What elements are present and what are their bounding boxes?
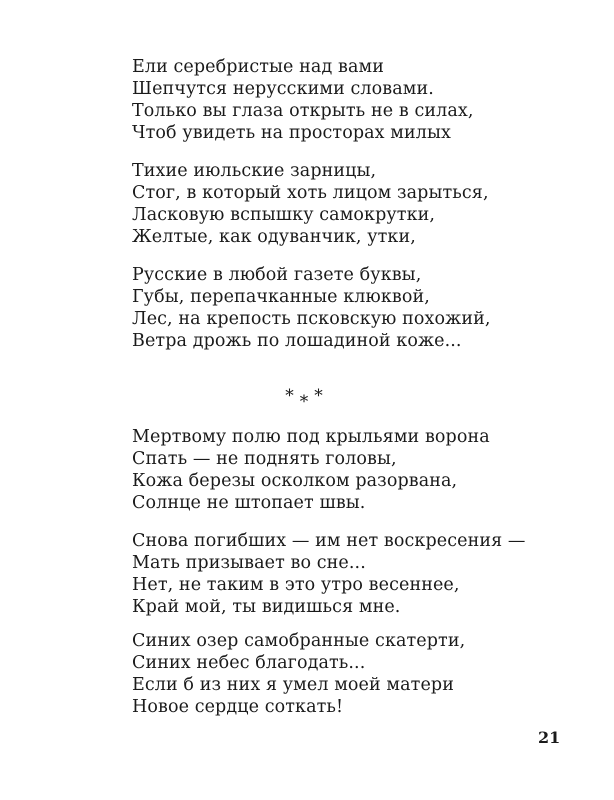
poem-line: Край мой, ты видишься мне. bbox=[132, 597, 401, 617]
poem-line: Тихие июльские зарницы, bbox=[132, 161, 377, 181]
poem-line: Мертвому полю под крыльями ворона bbox=[132, 427, 490, 447]
asterisk-left: * bbox=[285, 386, 300, 406]
poem-line: Губы, перепачканные клюквой, bbox=[132, 287, 430, 307]
stanza-6 bbox=[132, 630, 552, 718]
poem-line: Новое сердце соткать! bbox=[132, 697, 344, 717]
poem-line: Ветра дрожь по лошадиной коже... bbox=[132, 331, 462, 351]
poem-line: Шепчутся нерусскими словами. bbox=[132, 79, 434, 99]
stanza-3 bbox=[132, 264, 552, 352]
poem-line: Если б из них я умел моей матери bbox=[132, 675, 454, 695]
asterisk-right: * bbox=[314, 386, 329, 406]
stanza-5 bbox=[132, 530, 552, 618]
poem-line: Нет, не таким в это утро весеннее, bbox=[132, 575, 460, 595]
poem-line: Синих небес благодать... bbox=[132, 653, 366, 673]
stanza-1 bbox=[132, 56, 552, 144]
stanza-2 bbox=[132, 160, 552, 248]
asterism-separator bbox=[0, 386, 614, 412]
poem-line: Желтые, как одуванчик, утки, bbox=[132, 227, 416, 247]
poem-line: Стог, в который хоть лицом зарыться, bbox=[132, 183, 489, 203]
poem-line: Снова погибших — им нет воскресения — bbox=[132, 531, 526, 551]
poem-line: Спать — не поднять головы, bbox=[132, 449, 397, 469]
asterisk-middle: * bbox=[299, 392, 315, 412]
poem-line: Ели серебристые над вами bbox=[132, 57, 384, 77]
poem-line: Кожа березы осколком разорвана, bbox=[132, 471, 458, 491]
poem-line: Русские в любой газете буквы, bbox=[132, 265, 422, 285]
poem-line: Лес, на крепость псковскую похожий, bbox=[132, 309, 491, 329]
poem-line: Ласковую вспышку самокрутки, bbox=[132, 205, 436, 225]
poem-line: Мать призывает во сне... bbox=[132, 553, 366, 573]
stanza-4 bbox=[132, 426, 552, 514]
poem-line: Только вы глаза открыть не в силах, bbox=[132, 101, 474, 121]
poem-line: Чтоб увидеть на просторах милых bbox=[132, 123, 451, 143]
poem-line: Солнце не штопает швы. bbox=[132, 493, 366, 513]
page-number: 21 bbox=[538, 728, 561, 747]
poem-line: Синих озер самобранные скатерти, bbox=[132, 631, 466, 651]
